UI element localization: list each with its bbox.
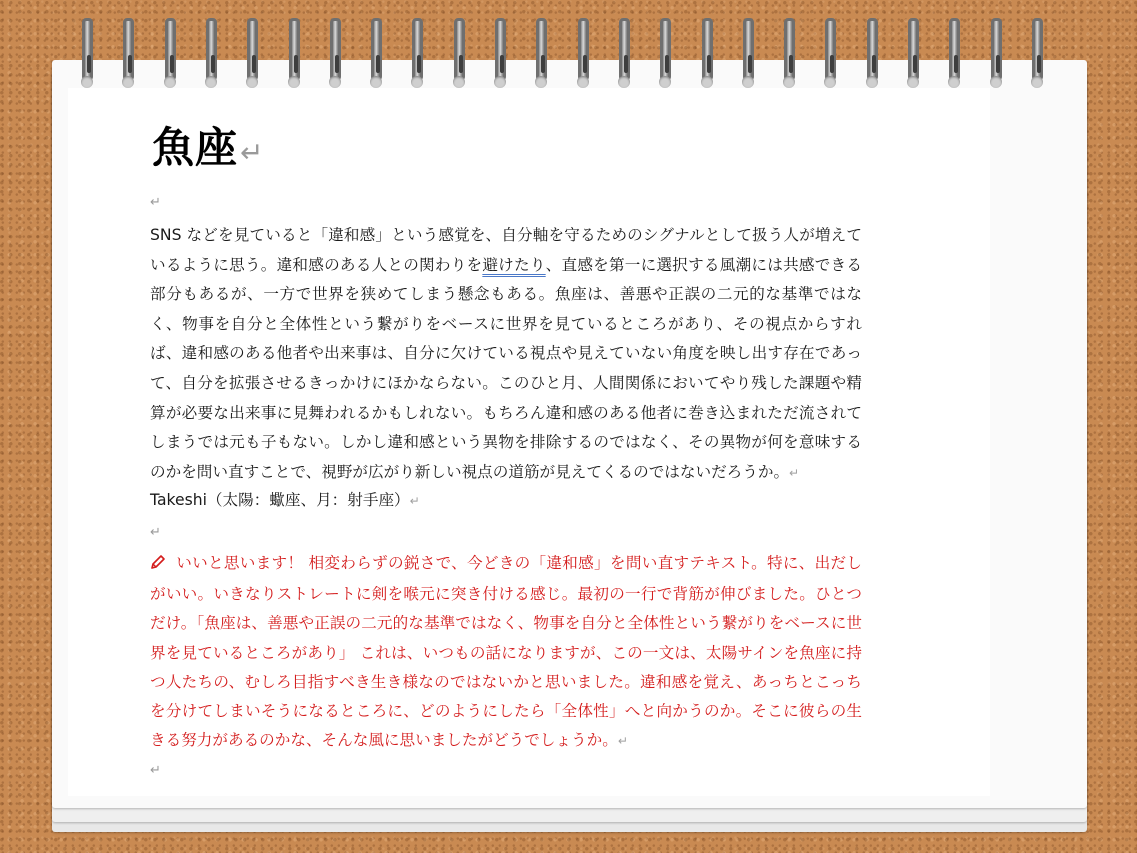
spiral-ring	[784, 18, 795, 82]
binding-hole	[205, 76, 217, 88]
paragraph-mark: ↵	[150, 763, 161, 778]
spiral-ring	[867, 18, 878, 82]
binding-hole	[246, 76, 258, 88]
spiral-ring	[949, 18, 960, 82]
spiral-ring	[82, 18, 93, 82]
paragraph-mark: ↵	[150, 525, 161, 540]
binding-hole	[453, 76, 465, 88]
page-title	[152, 115, 264, 175]
spiral-ring	[702, 18, 713, 82]
binding-hole	[618, 76, 630, 88]
spiral-ring	[165, 18, 176, 82]
spiral-ring	[825, 18, 836, 82]
binding-hole	[701, 76, 713, 88]
binding-hole	[494, 76, 506, 88]
spiral-binding	[0, 0, 1137, 90]
body-paragraph	[150, 221, 862, 488]
pencil-icon	[150, 551, 170, 580]
spiral-ring	[660, 18, 671, 82]
binding-hole	[742, 76, 754, 88]
editor-comment	[150, 549, 862, 756]
signature-text: Takeshi（太陽：蠍座、月：射手座）	[150, 491, 410, 509]
title-text: 魚座	[152, 123, 239, 172]
spiral-ring	[206, 18, 217, 82]
spiral-ring	[123, 18, 134, 82]
spiral-ring	[743, 18, 754, 82]
spellcheck-underline-text[interactable]: 避けたり	[482, 255, 546, 274]
paragraph-mark: ↵	[240, 136, 265, 169]
binding-hole	[288, 76, 300, 88]
binding-hole	[577, 76, 589, 88]
binding-hole	[535, 76, 547, 88]
binding-hole	[948, 76, 960, 88]
binding-hole	[824, 76, 836, 88]
binding-hole	[370, 76, 382, 88]
body-text-start: SNS などを見ていると「違和感」という感覚を、自分軸を守るためのシグナルとして扱う人が増えているように思う。違和感のある人との関わりを	[150, 226, 862, 274]
paragraph-mark: ↵	[409, 494, 420, 508]
paragraph-mark: ↵	[617, 734, 628, 749]
signature	[150, 488, 420, 510]
spiral-ring	[1032, 18, 1043, 82]
binding-hole	[1031, 76, 1043, 88]
spiral-ring	[536, 18, 547, 82]
binding-hole	[659, 76, 671, 88]
paragraph-mark: ↵	[150, 195, 161, 210]
binding-hole	[122, 76, 134, 88]
spiral-ring	[330, 18, 341, 82]
binding-hole	[783, 76, 795, 88]
binding-hole	[866, 76, 878, 88]
spiral-ring	[412, 18, 423, 82]
binding-hole	[411, 76, 423, 88]
body-text-end: 、直感を第一に選択する風潮には共感できる部分もあるが、一方で世界を狭めてしまう懸念もある。魚座は、善悪や正誤の二元的な基準ではなく、物事を自分と全体性という繋がりをベースに世界を見ているところがあり、その視点からすれば、違和感のある他者や出来事は、自分に欠けている視点や見えていない角度を映し出す存在であって、自分を拡張させるきっかけにほかならない。このひと月、人間関係においてやり残した課題や精算が必要な出来事に見舞われるかもしれない。もちろん違和感のある他者に巻き込まれただ流されてしまうでは元も子もない。しかし違和感という異物を排除するのではなく、その異物が何を意味するのかを問い直すことで、視野が広がり新しい視点の道筋が見えてくるのではないだろうか。	[150, 255, 862, 481]
spiral-ring	[247, 18, 258, 82]
binding-hole	[990, 76, 1002, 88]
spiral-ring	[371, 18, 382, 82]
binding-hole	[81, 76, 93, 88]
paragraph-mark: ↵	[789, 465, 800, 480]
spiral-ring	[454, 18, 465, 82]
spiral-ring	[908, 18, 919, 82]
binding-hole	[907, 76, 919, 88]
spiral-ring	[619, 18, 630, 82]
spiral-ring	[991, 18, 1002, 82]
spiral-ring	[495, 18, 506, 82]
binding-hole	[329, 76, 341, 88]
spiral-ring	[289, 18, 300, 82]
spiral-ring	[578, 18, 589, 82]
binding-hole	[164, 76, 176, 88]
comment-text: いいと思います！ 相変わらずの鋭さで、今どきの「違和感」を問い直すテキスト。特に、出だしがいい。いきなりストレートに剣を喉元に突き付ける感じ。最初の一行で背筋が伸びました。ひとつだけ。「魚座は、善悪や正誤の二元的な基準ではなく、物事を自分と全体性という繋がりをベースに世界を見ているところがあり」 これは、いつもの話になりますが、この一文は、太陽サインを魚座に持つ人たちの、むしろ目指すべき生き様なのではないかと思いました。違和感を覚え、あっちとこっちを分けてしまいそうになるところに、どのようにしたら「全体性」へと向かうのか。そこに彼らの生きる努力があるのかな、そんな風に思いましたがどうでしょうか。	[150, 554, 862, 750]
